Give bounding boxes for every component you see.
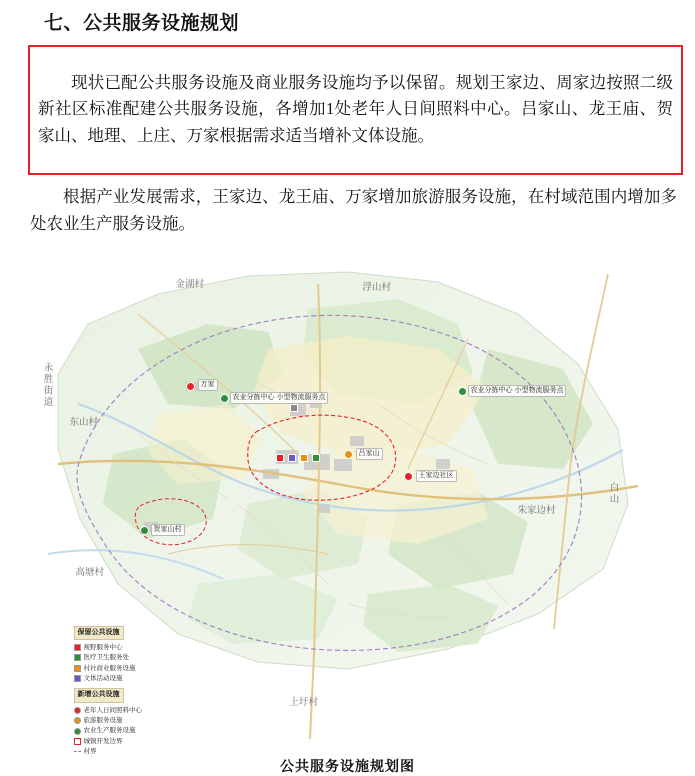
legend-swatch-service-center	[74, 644, 81, 651]
poi-marker-logistics-west[interactable]	[220, 394, 229, 403]
legend-label-tourism: 旅游服务设施	[83, 716, 123, 724]
document-page	[0, 8, 695, 774]
legend-item	[74, 674, 202, 683]
facility-marker-clinic[interactable]	[312, 454, 320, 462]
legend-label-service-center: 视野服务中心	[83, 643, 123, 651]
map-label-gaotang: 高塘村	[75, 566, 105, 578]
map-label-fushan: 浮山村	[362, 281, 392, 293]
legend-item	[74, 664, 202, 673]
poi-label-wangjiabian: 王家边社区	[416, 470, 457, 482]
poi-label-hejiashan: 贺家山村	[151, 524, 185, 536]
poi-marker-wangjiabian[interactable]	[404, 472, 413, 481]
poi-label-logistics-west: 农业分拣中心 小型物流服务点	[230, 392, 329, 404]
legend-label-agriculture: 农业生产服务设施	[83, 727, 136, 735]
legend-label-commerce: 村社商业服务设施	[83, 664, 136, 672]
facility-marker-commerce[interactable]	[300, 454, 308, 462]
map-label-baishan: 白山	[607, 481, 619, 505]
legend-item	[74, 726, 202, 735]
map-label-shangwei: 上圩村	[289, 696, 319, 708]
poi-label-logistics-east: 农业分拣中心 小型物流服务点	[468, 385, 567, 397]
legend-item	[74, 706, 202, 715]
legend-label-urban-boundary: 城镇开发边界	[83, 737, 123, 745]
facility-marker-block-north[interactable]	[290, 404, 298, 412]
legend-label-clinic: 医疗卫生服务处	[83, 654, 129, 662]
legend-item	[74, 643, 202, 652]
legend-label-elderly-care: 老年人日间照料中心	[83, 706, 142, 714]
facility-marker-service-center[interactable]	[276, 454, 284, 462]
facility-marker-culture[interactable]	[288, 454, 296, 462]
legend-swatch-elderly-care	[74, 707, 81, 714]
legend-item	[74, 716, 202, 725]
legend-swatch-commerce	[74, 665, 81, 672]
legend-swatch-culture	[74, 675, 81, 682]
poi-label-lvjiashan: 吕家山	[356, 448, 383, 460]
legend-swatch-agriculture	[74, 728, 81, 735]
map-figure	[18, 254, 678, 754]
legend-swatch-village-boundary	[74, 751, 81, 752]
poi-marker-hejiashan[interactable]	[140, 526, 149, 535]
legend-swatch-tourism	[74, 717, 81, 724]
body-paragraph-text: 根据产业发展需求，王家边、龙王庙、万家增加旅游服务设施，在村域范围内增加多处农业生产服务设施。	[30, 187, 677, 233]
figure-caption: 公共服务设施规划图	[280, 757, 415, 774]
poi-label-wanjia: 万家	[198, 379, 218, 391]
page-title: 七、公共服务设施规划	[44, 13, 240, 34]
legend-swatch-urban-boundary	[74, 738, 81, 745]
poi-marker-logistics-east[interactable]	[458, 387, 467, 396]
legend-item	[74, 747, 202, 756]
legend-group2-title: 新增公共设施	[74, 688, 124, 702]
map-label-zhujiabian: 朱家边村	[517, 504, 556, 516]
poi-marker-lvjiashan[interactable]	[344, 450, 353, 459]
legend-swatch-clinic	[74, 654, 81, 661]
legend-label-culture: 文体活动设施	[83, 675, 123, 682]
map-legend	[74, 626, 202, 758]
legend-group1-title: 保留公共设施	[74, 626, 124, 640]
map-label-yongsheng: 永胜街道	[41, 361, 53, 408]
legend-item	[74, 737, 202, 746]
legend-label-village-boundary: 村界	[83, 748, 97, 756]
map-label-dongshan: 东山村	[69, 416, 99, 428]
highlighted-paragraph-box	[28, 45, 683, 175]
map-label-jinhu: 金湖村	[175, 278, 205, 290]
poi-marker-wanjia[interactable]	[186, 382, 195, 391]
legend-item	[74, 653, 202, 662]
highlighted-paragraph-text: 现状已配公共服务设施及商业服务设施均予以保留。规划王家边、周家边按照二级新社区标准配建公共服务设施，各增加1处老年人日间照料中心。吕家山、龙王庙、贺家山、地理、上庄、万家根据需求适当增补文体设施。	[38, 72, 673, 145]
